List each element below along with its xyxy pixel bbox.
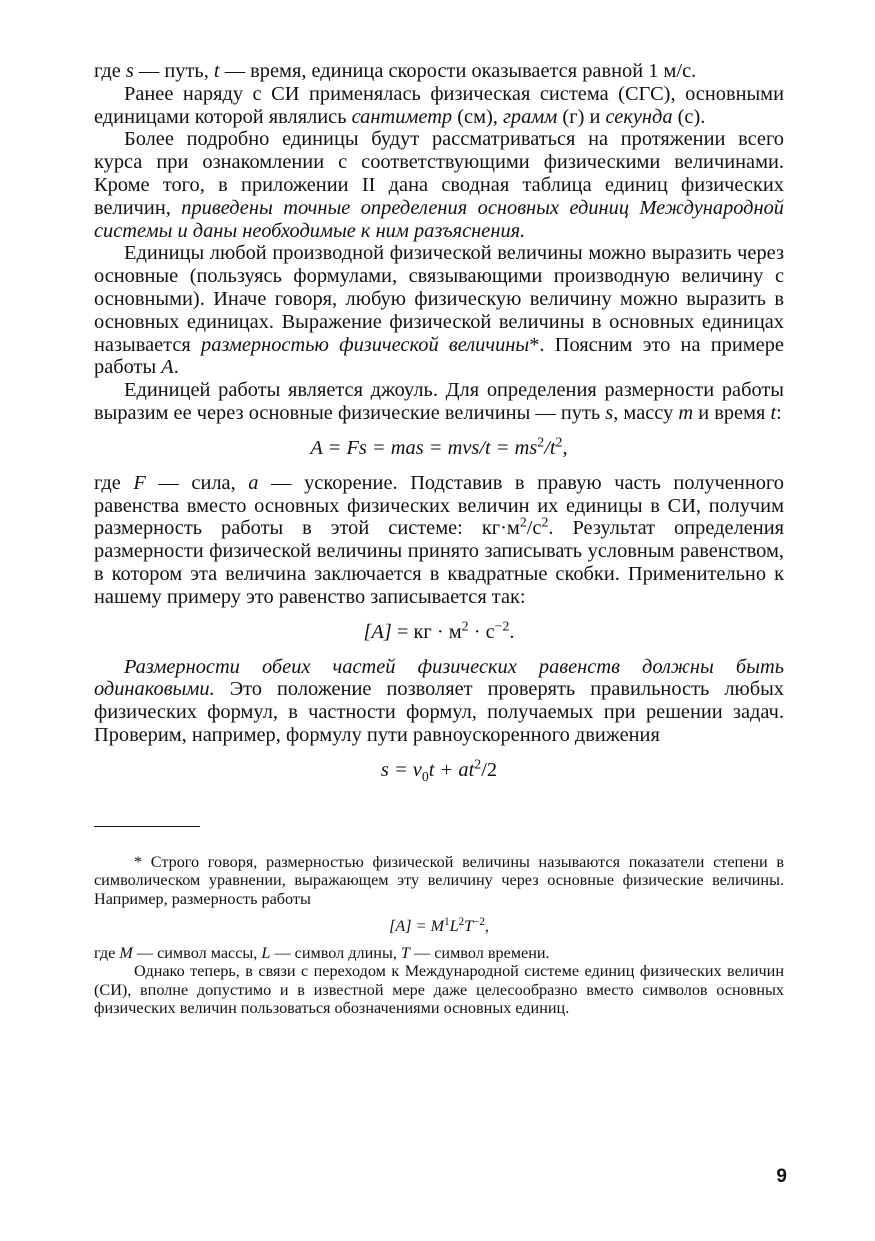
text-run: Это положение позволяет проверять правильность любых физических формул, в частности формул, получаемых при решении задач. Проверим, например, формулу пути равноускоренного движения (94, 678, 784, 746)
text-run: Единицей работы является джоуль. Для определения размерности работы выразим ее через основные физические величины — путь (94, 379, 784, 424)
text-run: где (94, 60, 126, 82)
text-run: где (94, 471, 134, 494)
text-run: . (173, 356, 179, 379)
main-text (94, 60, 784, 786)
formula-exponent: 2 (555, 435, 563, 451)
formula-part: , (484, 916, 489, 935)
text-run: — символ времени. (409, 943, 550, 962)
symbol-m: m (678, 401, 694, 424)
emphasis-definitions: приведены точные определения основных единиц Международной системы и даны необходимые к ним разъяснения. (94, 196, 785, 242)
exponent: 2 (541, 515, 549, 531)
formula-part: A = Fs = mas = mvs/t = ms (310, 436, 538, 459)
term-dimension: размерностью физической величины (201, 333, 530, 356)
text-run: (с). (672, 105, 706, 128)
exponent: 2 (519, 515, 527, 531)
symbol-s: s (605, 401, 614, 424)
symbol-t: t (770, 401, 777, 424)
term-gram: грамм (502, 105, 558, 128)
text-run: — символ массы, (132, 943, 262, 962)
formula-part: /t (544, 436, 556, 459)
formula-uniform-acceleration (94, 759, 784, 786)
emphasis-rule: Размерности обеих частей физических равенств должны быть одинаковыми. (94, 655, 784, 701)
symbol-a: a (248, 471, 259, 494)
footnote-divider (94, 826, 200, 827)
formula-part: . (509, 620, 515, 643)
formula-subscript: 0 (421, 769, 429, 785)
symbol-M: M (119, 943, 133, 962)
symbol-L: L (261, 943, 271, 962)
page-number: 9 (776, 1166, 787, 1187)
paragraph-equal-dimensions (94, 656, 784, 747)
formula-part: L (449, 916, 459, 935)
page-content (94, 60, 784, 1018)
text-run: — время, единица скорости оказывается равной 1 м/с. (219, 60, 697, 82)
text-run: Более подробно единицы будут рассматриваться на протяжении всего курса при ознакомлении с соответствующими физическими величинами. Кроме того, в приложении II дана сводная таблица единиц физических величин, (94, 128, 784, 219)
paragraph-cgs-system (94, 83, 784, 129)
text-run: — сила, (145, 471, 249, 494)
term-second: секунда (605, 105, 673, 128)
footnote (94, 853, 784, 1018)
formula-exponent: −2 (494, 618, 510, 634)
formula-exponent: 2 (537, 435, 545, 451)
text-run: . Результат определения размерности физической величины принято записывать условным равенством, в котором эта величина заключается в квадратные скобки. Применительно к нашему примеру это равенство записывается так: (94, 517, 784, 608)
text-run: /с (526, 517, 542, 540)
text-run: где (94, 943, 120, 962)
formula-exponent: 2 (458, 915, 465, 928)
text-run: : (776, 401, 782, 424)
symbol-F: F (133, 471, 146, 494)
formula-work (94, 437, 784, 460)
formula-work-dimension (94, 618, 784, 644)
formula-exponent: 1 (444, 915, 450, 928)
text-run: Единицы любой производной физической величины можно выразить через основные (пользуясь формулами, связывающими производную величину с основными). Иначе говоря, любую физическую величину можно выразить в основных единицах. Выражение физической величины в основных единицах называется (94, 242, 784, 356)
text-run: и время (693, 401, 771, 424)
paragraph-units-course (94, 128, 784, 242)
text-run: Ранее наряду с СИ применялась физическая система (СГС), основными единицами которой являлись (94, 82, 784, 128)
symbol-s: s (125, 60, 134, 82)
formula-part: t + at (428, 758, 475, 781)
text-run: (см), (452, 105, 503, 128)
text-run: — ускорение. Подставив в правую часть полученного равенства вместо основных физических величин их единицы в СИ, получим размерность работы в этой системе: кг·м (94, 471, 784, 540)
formula-part: [A] (363, 620, 392, 643)
paragraph-dimension-definition (94, 242, 784, 379)
term-centimeter: сантиметр (351, 105, 453, 128)
symbol-A: A (161, 356, 174, 379)
paragraph-dimension-si (94, 472, 784, 609)
text-run: — символ длины, (270, 943, 401, 962)
formula-part: T (464, 916, 474, 935)
formula-part: /2 (481, 758, 498, 781)
symbol-t: t (213, 60, 220, 82)
formula-part: s = v (380, 758, 422, 781)
text-run: (г) и (557, 105, 606, 128)
formula-part: · с (468, 620, 495, 643)
formula-exponent: 2 (474, 757, 482, 773)
text-run: , массу (613, 401, 679, 424)
footnote-text: * Строго говоря, размерностью физической величины называются показатели степени в символическом уравнении, выражающем эту величину через основные физические величины. Например, размерность работы (94, 852, 784, 908)
formula-part: , (562, 436, 568, 459)
formula-part: [A] = M (389, 916, 445, 935)
text-run: *. Поясним это на примере работы (94, 333, 784, 379)
formula-exponent: −2 (473, 915, 485, 928)
symbol-T: T (400, 943, 410, 962)
paragraph-velocity-unit (94, 60, 784, 83)
footnote-symbols (94, 944, 784, 963)
footnote-formula (94, 917, 784, 936)
formula-part: = кг · м (391, 620, 462, 643)
text-run: — путь, (133, 60, 214, 82)
footnote-text: Однако теперь, в связи с переходом к Международной системе единиц физических величин (СИ), вполне допустимо и в известной мере даже целесообразно вместо символов основных физических величин пользоваться обозначениями основных единиц. (94, 962, 784, 1018)
formula-exponent: 2 (461, 618, 469, 634)
paragraph-work-unit (94, 379, 784, 425)
